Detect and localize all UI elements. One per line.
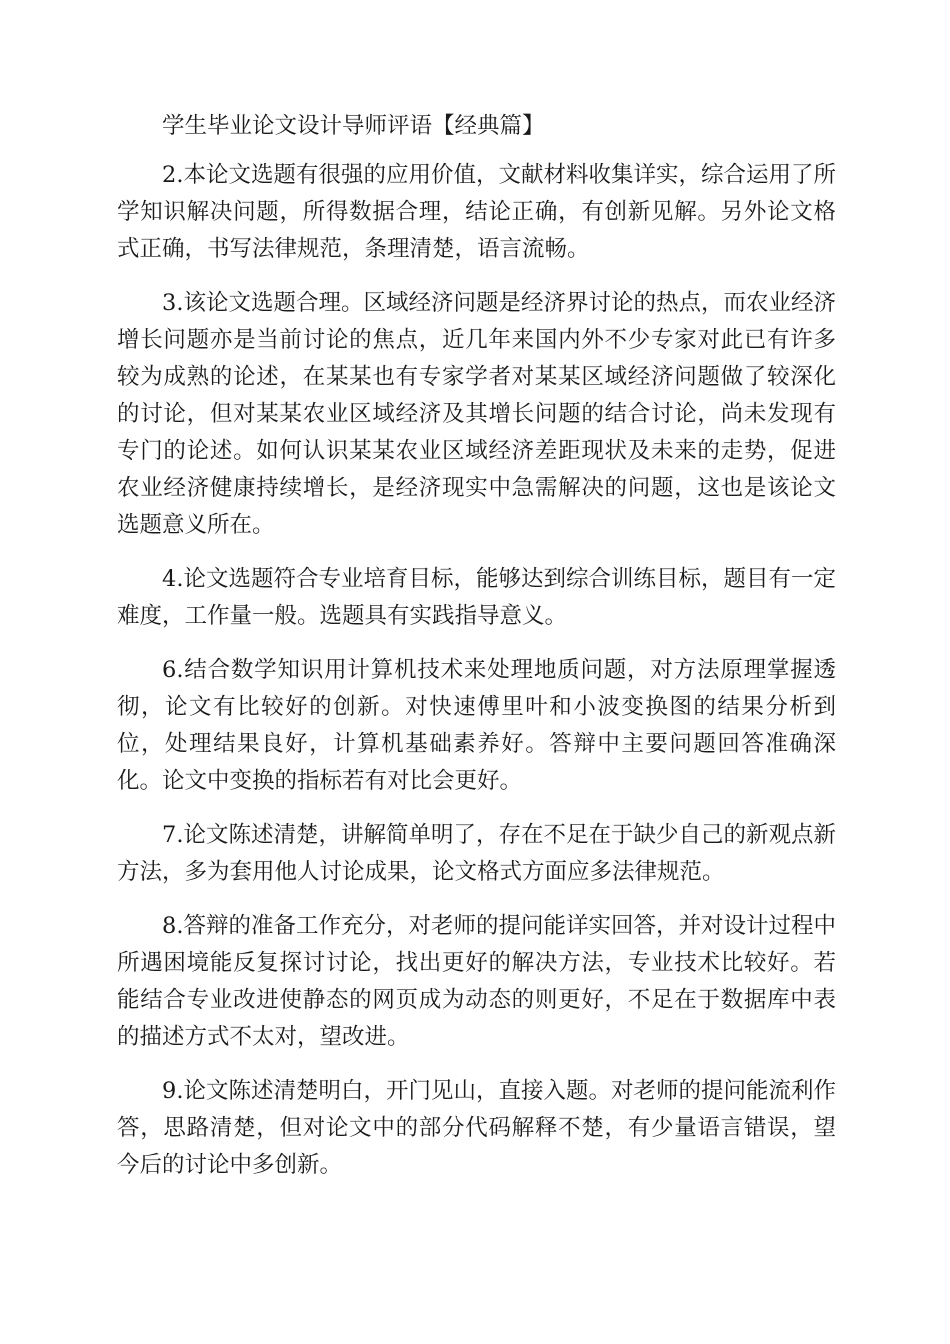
paragraph-6: 6.结合数学知识用计算机技术来处理地质问题，对方法原理掌握透彻，论文有比较好的创新。对快速傅里叶和小波变换图的结果分析到位，处理结果良好，计算机基础素养好。答辩中主要问题回答准确深化。论文中变换的指标若有对比会更好。 — [117, 657, 836, 794]
paragraph-2: 2.本论文选题有很强的应用价值，文献材料收集详实，综合运用了所学知识解决问题，所得数据合理，结论正确，有创新见解。另外论文格式正确，书写法律规范，条理清楚，语言流畅。 — [117, 162, 836, 262]
paragraph-7: 7.论文陈述清楚，讲解简单明了，存在不足在于缺少自己的新观点新方法，多为套用他人讨论成果，论文格式方面应多法律规范。 — [117, 822, 836, 885]
document-title: 学生毕业论文设计导师评语【经典篇】 — [162, 113, 545, 139]
paragraph-3: 3.该论文选题合理。区域经济问题是经济界讨论的热点，而农业经济增长问题亦是当前讨论的焦点，近几年来国内外不少专家对此已有许多较为成熟的论述，在某某也有专家学者对某某区域经济问题做了较深化的讨论，但对某某农业区域经济及其增长问题的结合讨论，尚未发现有专门的论述。如何认识某某农业区域经济差距现状及未来的走势，促进农业经济健康持续增长，是经济现实中急需解决的问题，这也是该论文选题意义所在。 — [117, 290, 836, 538]
document-body — [117, 108, 836, 1201]
paragraph-8: 8.答辩的准备工作充分，对老师的提问能详实回答，并对设计过程中所遇困境能反复探讨讨论，找出更好的解决方法，专业技术比较好。若能结合专业改进使静态的网页成为动态的则更好，不足在于数据库中表的描述方式不太对，望改进。 — [117, 913, 836, 1050]
paragraph-4: 4.论文选题符合专业培育目标，能够达到综合训练目标，题目有一定难度，工作量一般。选题具有实践指导意义。 — [117, 566, 836, 629]
paragraph-9: 9.论文陈述清楚明白，开门见山，直接入题。对老师的提问能流利作答，思路清楚，但对论文中的部分代码解释不楚，有少量语言错误，望今后的讨论中多创新。 — [117, 1078, 836, 1178]
